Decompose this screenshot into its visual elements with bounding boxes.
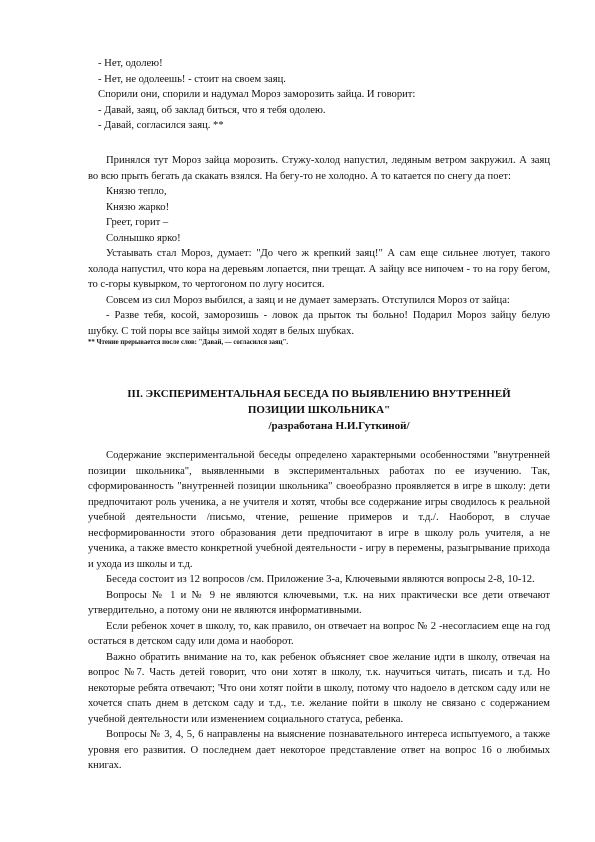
story-paragraph: Устаывать стал Мороз, думает: "До чего ж крепкий заяц!" А сам еще сильнее лютует, такого холода напустил, что кора на деревьям лопается, пни трещат. А зайцу все нипочем - то на гору бегом, то с-горы кувырком, то чертогоном по лугу носится. [88, 248, 550, 290]
song-line: Князю тепло, [106, 186, 167, 197]
body-paragraph: Вопросы № 3, 4, 5, 6 направлены на выяснение познавательного интереса испытуемого, а также уровня его развития. О последнем дает некоторое представление ответ на вопрос 16 о любимых книгах. [88, 729, 550, 771]
section-title: III. ЭКСПЕРИМЕНТАЛЬНАЯ БЕСЕДА ПО ВЫЯВЛЕНИЮ ВНУТРЕННЕЙ [127, 388, 511, 400]
section-title: ПОЗИЦИИ ШКОЛЬНИКА" [247, 404, 391, 416]
body-paragraph: Вопросы № 1 и № 9 не являются ключевыми, т.к. на них практически все дети отвечают утвердительно, а потому они не являются информативными. [88, 589, 550, 616]
dialog-line: - Давай, согласился заяц. ** [98, 120, 224, 131]
section-heading [88, 386, 550, 434]
body-paragraph: Если ребенок хочет в школу, то, как правило, он отвечает на вопрос № 2 -несогласием еще на год остаться в детском саду или дома и наоборот. [88, 620, 550, 647]
body-paragraph: Важно обратить внимание на то, как ребенок объясняет свое желание идти в школу, отвечая на вопрос №7. Часть детей говорит, что они хотят в школу, т.к. научиться читать, писать и т.д. Но некоторые ребята отвечают; 'Что они хотят пойти в школу, потому что надоело в детском саду или не хочется спать днем в детском саду и т.д., т.е. желание пойти в школу не связано с содержанием учебной деятельности или изменением социального статуса, ребенка. [88, 651, 550, 725]
body-block [88, 448, 550, 774]
story-paragraph: Принялся тут Мороз зайца морозить. Стужу-холод напустил, ледяным ветром закружил. А заяц во всю прыть бегать да скакать взялся. На бегу-то не холодно. А то катается по снегу да поет: [88, 155, 550, 182]
story-paragraph: Совсем из сил Мороз выбился, а заяц и не думает замерзать. Отступился Мороз от зайца: [106, 294, 510, 306]
song-line: Греет, горит – [106, 217, 169, 228]
section-subtitle: /разработана Н.И.Гуткиной/ [268, 420, 410, 432]
song-line: Солнышко ярко! [106, 232, 181, 244]
body-paragraph: Содержание экспериментальной беседы определено характерными особенностями "внутренней позиции школьника", выявленными в экспериментальных работах по ее изучению. Так, сформированность "внутренней позиции школьника" своеобразно проявляется в игре в школу: дети предпочитают роль ученика, а не учителя и хотят, чтобы все содержание игры сводилось к реальной учебной деятельности /письмо, чтение, решение примеров и т.д./. Наоборот, в случае несформированности этого образования дети предпочитают в игре в школу роль учителя, а не ученика, а также вместо конкретной учебной деятельности - игру в перемены, разыгрывание прихода и ухода из школы и т.д. [88, 450, 550, 570]
dialog-line: - Давай, заяц, об заклад биться, что я тебя одолею. [98, 104, 326, 116]
dialog-block [88, 56, 550, 134]
dialog-line: - Нет, не одолеешь! - стоит на своем заяц. [98, 73, 286, 85]
body-paragraph: Беседа состоит из 12 вопросов /см. Приложение 3-а, Ключевыми являются вопросы 2-8, 10-12. [106, 574, 535, 585]
story-paragraph: - Разве тебя, косой, заморозишь - ловок да прыток ты больно! Подарил Мороз зайцу белую шубку. С той поры все зайцы зимой ходят в белых шубках. [88, 310, 550, 337]
footnote: ** Чтение прерывается после слов: "Давай, — согласился заяц". [88, 339, 289, 346]
song-line: Князю жарко! [106, 201, 170, 213]
story-block [88, 153, 550, 348]
dialog-line: - Нет, одолею! [98, 58, 163, 69]
dialog-line: Спорили они, спорили и надумал Мороз заморозить зайца. И говорит: [98, 89, 416, 100]
